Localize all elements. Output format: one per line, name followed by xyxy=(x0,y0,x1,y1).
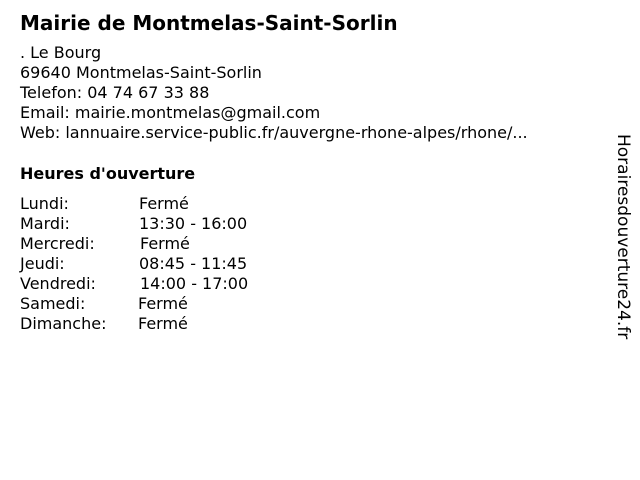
opening-hours-heading: Heures d'ouverture xyxy=(20,164,196,183)
hours-day-label: Dimanche: xyxy=(20,314,107,333)
web-line[interactable]: Web: lannuaire.service-public.fr/auvergne-rhone-alpes/rhone/... xyxy=(20,123,528,142)
hours-day-label: Mardi: xyxy=(20,214,70,233)
hours-value: Fermé xyxy=(140,234,190,253)
hours-day-label: Jeudi: xyxy=(20,254,65,273)
hours-value: 13:30 - 16:00 xyxy=(139,214,248,233)
hours-value: Fermé xyxy=(138,294,188,313)
email-line[interactable]: Email: mairie.montmelas@gmail.com xyxy=(20,103,321,122)
contact-info xyxy=(20,43,528,143)
address-street: . Le Bourg xyxy=(20,43,102,62)
hours-value: 14:00 - 17:00 xyxy=(140,274,249,293)
hours-day-label: Samedi: xyxy=(20,294,86,313)
hours-day-label: Lundi: xyxy=(20,194,69,213)
phone-line[interactable]: Telefon: 04 74 67 33 88 xyxy=(20,83,210,102)
hours-value: 08:45 - 11:45 xyxy=(139,254,248,273)
hours-day-label: Mercredi: xyxy=(20,234,95,253)
address-city: 69640 Montmelas-Saint-Sorlin xyxy=(20,63,262,82)
page-title: Mairie de Montmelas-Saint-Sorlin xyxy=(20,11,398,35)
hours-value: Fermé xyxy=(138,314,188,333)
hours-value: Fermé xyxy=(139,194,189,213)
site-brand-vertical: Horairesdouverture24.fr xyxy=(613,134,633,340)
hours-day-label: Vendredi: xyxy=(20,274,96,293)
